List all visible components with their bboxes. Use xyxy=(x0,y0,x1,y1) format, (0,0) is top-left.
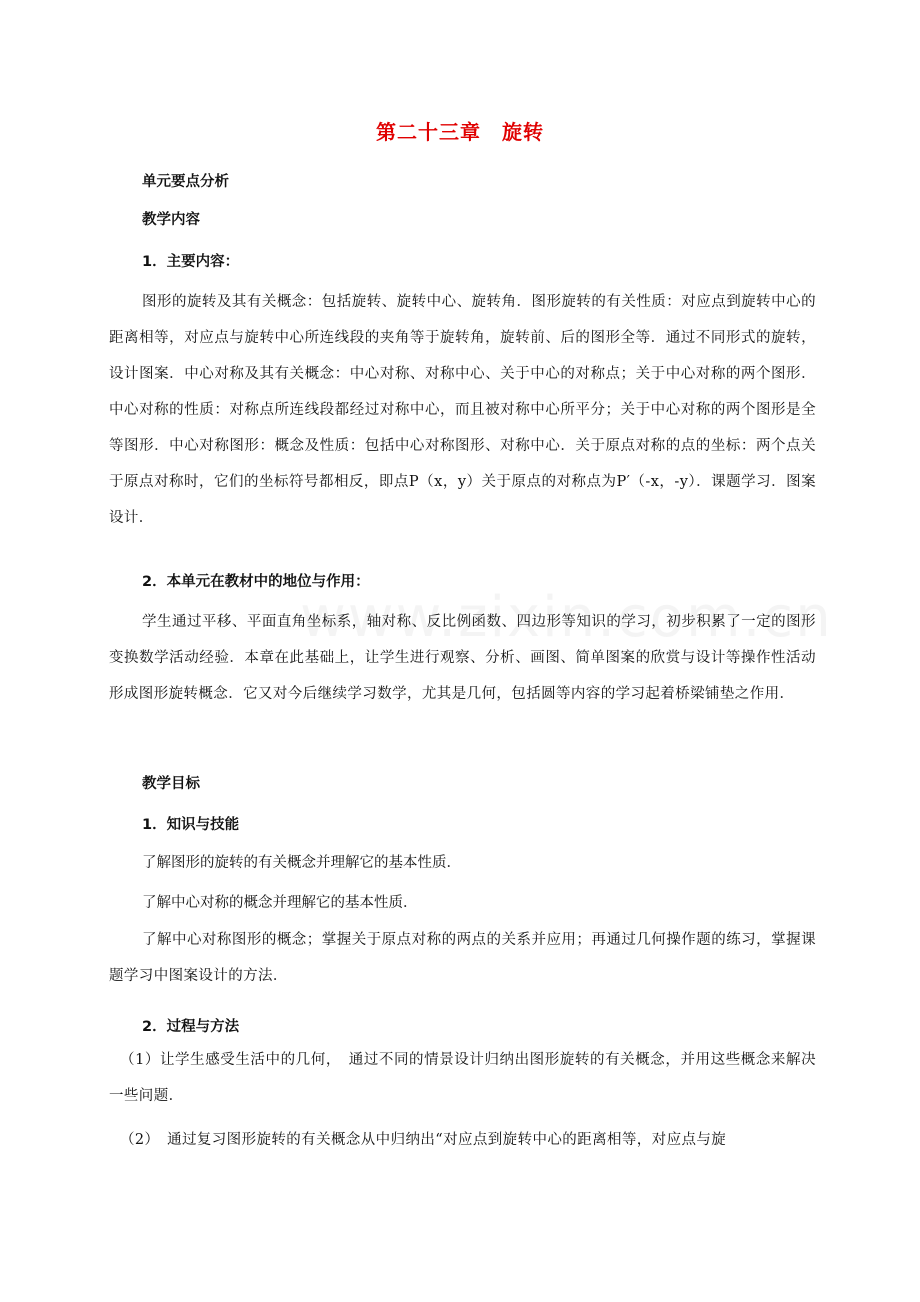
teaching-goals-heading: 教学目标 xyxy=(142,776,200,792)
process-item-1: （1）让学生感受生活中的几何， 通过不同的情景设计归纳出图形旋转的有关概念，并用这些概念来解决一些问题． xyxy=(109,1052,816,1104)
unit-analysis-heading: 单元要点分析 xyxy=(142,174,229,190)
goal-line-central-symmetry: 了解中心对称的概念并理解它的基本性质． xyxy=(142,895,418,911)
knowledge-skills-heading: 1．知识与技能 xyxy=(142,817,240,833)
process-item-2: （2） 通过复习图形旋转的有关概念从中归纳出“对应点到旋转中心的距离相等，对应点与旋 xyxy=(120,1132,727,1148)
goal-line-rotation: 了解图形的旋转的有关概念并理解它的基本性质． xyxy=(142,855,461,871)
main-content-heading: 1．主要内容： xyxy=(142,254,240,270)
position-role-paragraph: 学生通过平移、平面直角坐标系，轴对称、反比例函数、四边形等知识的学习，初步积累了一定的图形变换数学活动经验．本章在此基础上，让学生进行观察、分析、画图、简单图案的欣赏与设计等操作性活动形成图形旋转概念．它又对今后继续学习数学，尤其是几何，包括圆等内容的学习起着桥梁铺垫之作用． xyxy=(109,614,816,702)
process-method-heading: 2．过程与方法 xyxy=(142,1019,240,1035)
position-role-heading: 2．本单元在教材中的地位与作用： xyxy=(142,574,370,590)
goal-paragraph-symmetric-figures: 了解中心对称图形的概念；掌握关于原点对称的两点的关系并应用；再通过几何操作题的练习，掌握课题学习中图案设计的方法． xyxy=(109,932,816,984)
chapter-title: 第二十三章 旋转 xyxy=(376,120,544,144)
main-content-paragraph: 图形的旋转及其有关概念：包括旋转、旋转中心、旋转角．图形旋转的有关性质：对应点到旋转中心的距离相等，对应点与旋转中心所连线段的夹角等于旋转角，旋转前、后的图形全等．通过不同形式的旋转，设计图案．中心对称及其有关概念：中心对称、对称中心、关于中心的对称点；关于中心对称的两个图形．中心对称的性质：对称点所连线段都经过对称中心，而且被对称中心所平分；关于中心对称的两个图形是全等图形．中心对称图形：概念及性质：包括中心对称图形、对称中心．关于原点对称的点的坐标：两个点关于原点对称时，它们的坐标符号都相反，即点P（x，y）关于原点的对称点为P′（-x，-y）．课题学习．图案设计． xyxy=(109,294,816,526)
teaching-content-heading: 教学内容 xyxy=(142,212,200,228)
